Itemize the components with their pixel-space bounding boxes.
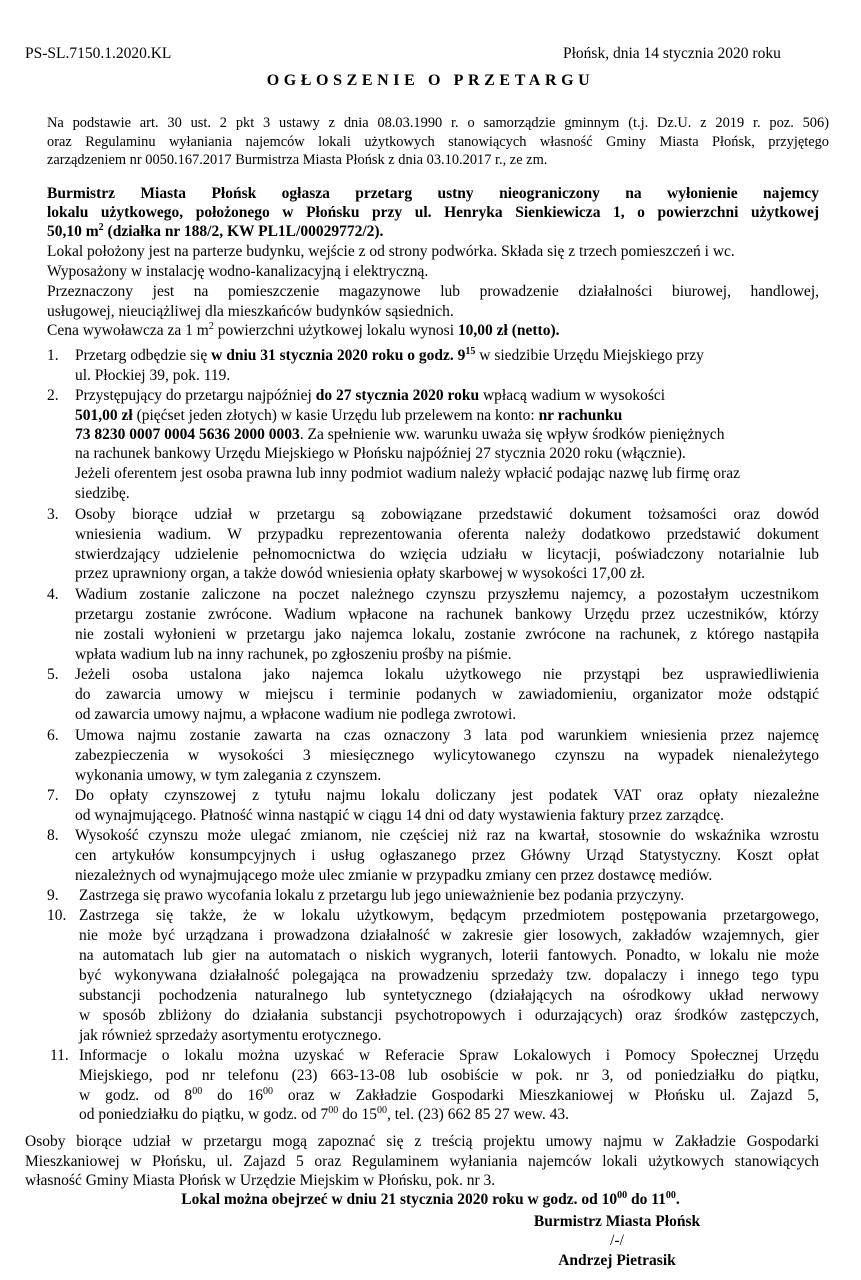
list-item: Do opłaty czynszowej z tytułu najmu lokalu doliczany jest podatek VAT oraz opłaty niezależne (75, 787, 819, 804)
description-line: Lokal położony jest na parterze budynku, wejście z od strony podwórka. Składa się z trzech pomieszczeń i wc. (47, 243, 735, 260)
list-item: Wysokość czynszu może ulegać zmianom, nie częściej niż raz na kwartał, stosownie do wskaźnika wzrostu (75, 827, 819, 844)
list-item: Umowa najmu zostanie zawarta na czas oznaczony 3 lata pod warunkiem wniesienia przez najemcę (75, 727, 819, 744)
list-item: Przetarg odbędzie się w dniu 31 stycznia 2020 roku o godz. $9^{15}$ w siedzibie Urzędu Miejskiego przy (75, 346, 704, 364)
list-item-line: w sposób zbliżony do działania substancji psychotropowych i odurzających) oraz środków zastępczych, (79, 1007, 819, 1024)
list-number: 9. (47, 887, 59, 904)
description-line: Wyposażony w instalację wodno-kanalizacyjną i elektryczną. (47, 263, 429, 280)
viewing-date: Lokal można obejrzeć w dniu 21 stycznia 2020 roku w godz. od $10^{00}$ do $11^{00}$. (181, 1190, 680, 1208)
list-number: 10. (47, 907, 67, 924)
closing-line: własność Gminy Miasta Płońsk w Urzędzie Miejskim w Płońsku, pok. nr 3. (25, 1172, 496, 1189)
document-title: OGŁOSZENIE O PRZETARGU (266, 72, 595, 89)
list-item-line: siedzibę. (75, 485, 130, 502)
legal-basis-line: Na podstawie art. 30 ust. 2 pkt 3 ustawy z dnia 08.03.1990 r. o samorządzie gminnym (t.j. Dz.U. z 2019 r. poz. 506) (47, 115, 829, 131)
list-item-line: w godz. od $8^{00}$ do $16^{00}$ oraz w Zakładzie Gospodarki Mieszkaniowej w Płońsku ul. Zajazd 5, (79, 1086, 819, 1104)
list-item-line: ul. Płockiej 39, pok. 119. (75, 367, 231, 384)
list-item-line: do zawarcia umowy w miejscu i terminie podanych w zawiadomieniu, organizator może odstąpić (75, 686, 819, 703)
list-item-line: wykonania umowy, w tym zalegania z czynszem. (75, 767, 382, 784)
list-number: 8. (47, 827, 59, 844)
list-item-line: od poniedziałku do piątku, w godz. od $7^{00}$ do $15^{00}$, tel. (23) 662 85 27 wew. 43. (79, 1105, 569, 1123)
bank-account: 73 8230 0007 0004 5636 2000 0003. Za spełnienie ww. warunku uważa się wpływ środków pieniężnych (75, 426, 725, 443)
list-item-line: jak również sprzedaży asortymentu erotycznego. (79, 1027, 382, 1044)
list-item: Zastrzega się prawo wycofania lokalu z przetargu lub jego unieważnienie bez podania przyczyny. (79, 887, 685, 904)
announcement-line: Burmistrz Miasta Płońsk ogłasza przetarg ustny nieograniczony na wyłonienie najemcy (47, 185, 819, 202)
signature-mark: /-/ (610, 1232, 624, 1249)
starting-price: Cena wywoławcza za 1 $m^2$ powierzchni użytkowej lokalu wynosi 10,00 zł (netto). (47, 321, 560, 339)
list-item-line: Miejskiego, pod nr telefonu (23) 663-13-08 lub osobiście w pok. nr 3, od poniedziałku do piątku, (79, 1067, 819, 1084)
legal-basis-line: oraz Regulaminu wyłaniania najemców lokali użytkowych stanowiących własność Gminy Miasta Płońsk, przyjętego (47, 134, 829, 150)
list-item-line: wpłata wadium lub na inny rachunek, po zgłoszeniu prośby na piśmie. (75, 646, 512, 663)
announcement-line: lokalu użytkowego, położonego w Płońsku przy ul. Henryka Sienkiewicza 1, o powierzchni użytkowej (47, 204, 819, 221)
list-number: 11. (50, 1047, 69, 1064)
list-number: 4. (47, 586, 59, 603)
list-item-line: stwierdzający udzielenie pełnomocnictwa do wzięcia udziału w licytacji, poświadczony notarialnie lub (75, 546, 819, 563)
list-number: 2. (47, 387, 59, 404)
list-item-line: na automatach lub gier na automatach o niskich wygranych, loterii fantowych. Ponadto, w lokalu nie może (79, 947, 819, 964)
list-item-line: być wykonywana działalność polegająca na prowadzeniu sprzedaży tzw. dopalaczy i innego tego typu (79, 967, 819, 984)
list-item: Wadium zostanie zaliczone na poczet należnego czynszu przyszłemu najemcy, a pozostałym uczestnikom (75, 586, 819, 603)
signatory-name: Andrzej Pietrasik (558, 1252, 676, 1269)
list-item-line: nie zostali wyłonieni w przetargu jako najemca lokalu, zostanie zwrócone na rachunek, z którego nastąpiła (75, 626, 819, 643)
list-number: 7. (47, 787, 59, 804)
list-number: 1. (47, 347, 59, 364)
list-item: Jeżeli osoba ustalona jako najemca lokalu użytkowego nie przystąpi bez usprawiedliwienia (75, 666, 819, 683)
list-item-line: przez uprawniony organ, a także dowód wniesienia opłaty skarbowej w wysokości 17,00 zł. (75, 565, 646, 582)
list-item-line: niezależnych od wynajmującego może ulec zmianie w przypadku zmiany cen przez dostawcę mediów. (75, 867, 713, 884)
description-line: Przeznaczony jest na pomieszczenie magazynowe lub prowadzenie działalności biurowej, handlowej, (47, 283, 819, 300)
list-item: Osoby biorące udział w przetargu są zobowiązane przedstawić dokument tożsamości oraz dowód (75, 506, 819, 523)
reference-number: PS-SL.7150.1.2020.KL (25, 45, 172, 62)
list-item-line: od zawarcia umowy najmu, a wpłacone wadium nie podlega zwrotowi. (75, 706, 517, 723)
list-number: 3. (47, 506, 59, 523)
list-item-line: wniesienia wadium. W przypadku reprezentowania oferenta należy dodatkowo przedstawić dokument (75, 526, 819, 543)
closing-line: Osoby biorące udział w przetargu mogą zapoznać się z treścią projektu umowy najmu w Zakładzie Gospodarki (25, 1133, 819, 1150)
list-item-line: Jeżeli oferentem jest osoba prawna lub inny podmiot wadium należy wpłacić podając nazwę lub firmę oraz (75, 465, 740, 482)
list-item-line: od wynajmującego. Płatność winna nastąpić w ciągu 14 dni od daty wystawienia faktury przez zarządcę. (75, 807, 725, 824)
list-item-line: 501,00 zł (pięćset jeden złotych) w kasie Urzędu lub przelewem na konto: nr rachunku (75, 407, 623, 424)
list-item: Zastrzega się także, że w lokalu użytkowym, będącym przedmiotem postępowania przetargowego, (79, 907, 819, 924)
list-item-line: przetargu zostanie zwrócone. Wadium wpłacone na rachunek bankowy Urzędu przez uczestników, którzy (75, 606, 819, 623)
announcement-line: 50,10 $m^2$ (działka nr 188/2, KW PL1L/00029772/2). (47, 222, 384, 240)
description-line: usługowej, nieuciążliwej dla mieszkańców budynków sąsiednich. (47, 303, 454, 320)
list-item: Przystępujący do przetargu najpóźniej do 27 stycznia 2020 roku wpłacą wadium w wysokości (75, 387, 666, 404)
list-item-line: nie może być urządzana i prowadzona działalność w zakresie gier losowych, zakładów wzajemnych, gier (79, 927, 819, 944)
list-item-line: substancji pochodzenia naturalnego lub syntetycznego (działających na ośrodkowy układ nerwowy (79, 987, 819, 1004)
closing-line: Mieszkaniowej w Płońsku, ul. Zajazd 5 oraz Regulaminem wyłaniania najemców lokali użytkowych stanowiących (25, 1153, 819, 1170)
list-item: Informacje o lokalu można uzyskać w Referacie Spraw Lokalowych i Pomocy Społecznej Urzędu (79, 1047, 819, 1064)
legal-basis-line: zarządzeniem nr 0050.167.2017 Burmistrza Miasta Płońsk z dnia 03.10.2017 r., ze zm. (47, 152, 548, 168)
list-number: 6. (47, 727, 59, 744)
list-item-line: na rachunek bankowy Urzędu Miejskiego w Płońsku najpóźniej 27 stycznia 2020 roku (włącznie). (75, 445, 686, 462)
signatory-title: Burmistrz Miasta Płońsk (533, 1213, 701, 1230)
document-date: Płońsk, dnia 14 stycznia 2020 roku (563, 45, 781, 62)
list-item-line: zabezpieczenia w wysokości 3 miesięcznego wylicytowanego czynszu na wypadek nienależytego (75, 747, 819, 764)
list-number: 5. (47, 666, 59, 683)
list-item-line: cen artykułów konsumpcyjnych i usług ogłaszanego przez Główny Urząd Statystyczny. Koszt opłat (75, 847, 819, 864)
